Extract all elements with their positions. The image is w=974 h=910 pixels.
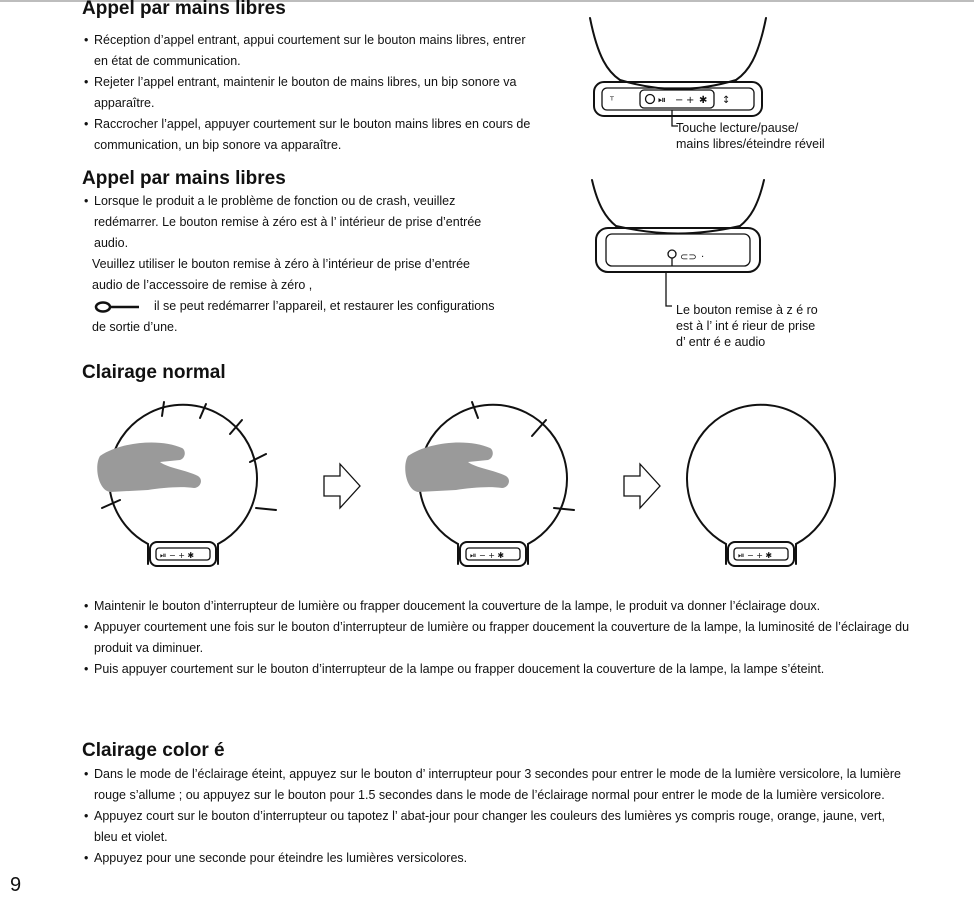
reset-list [84,191,504,254]
list-item: • Appuyez court sur le bouton d’interrupteur ou tapotez l’ abat-jour pour changer les couleurs des lumières ys compris rouge, orange, jaune, vert, bleu et violet. [84,806,904,848]
lamp-illustration [97,402,276,566]
color-lighting-list [84,764,904,869]
svg-text:·: · [701,252,705,263]
list-item: • Puis appuyer courtement sur le bouton d’interrupteur de la lampe ou frapper doucement la couverture de la lampe, la lampe s’éteint. [84,659,924,680]
svg-text:✱: ✱ [699,95,708,106]
section-title-color-lighting: Clairage color é [82,740,225,761]
svg-text:⊂⊃: ⊂⊃ [680,252,697,263]
page-number: 9 [10,874,22,896]
list-item: • Réception d’appel entrant, appui courtement sur le bouton mains libres, entrer en état de communication. [84,30,534,72]
section-title-hands-free-2: Appel par mains libres [82,168,286,189]
svg-text:⏯: ⏯ [658,95,666,106]
list-item: • Raccrocher l’appel, appuyer courtement sur le bouton mains libres en cours de communication, un bip sonore va apparaître. [84,114,534,156]
svg-text:+: + [686,95,695,106]
svg-text:ᵀ: ᵀ [610,96,614,107]
svg-text:−: − [675,95,684,106]
reset-paragraph: Veuillez utiliser le bouton remise à zéro à l’intérieur de prise d’entrée audio de l’accessoire de remise à zéro , [92,257,470,292]
reset-paragraph-continued: il se peut redémarrer l’appareil, et restaurer les configurations de sortie d’une. [92,299,495,334]
svg-text:⏯ − + ✱: ⏯ − + ✱ [470,551,505,560]
hands-free-call-list [84,30,534,156]
arrow-right-icon [624,464,660,508]
list-item: • Lorsque le produit a le problème de fonction ou de crash, veuillez redémarrer. Le bouton remise à zéro est à l’ intérieur de prise d’entrée audio. [84,191,504,254]
play-pause-button-caption: Touche lecture/pause/ mains libres/éteindre réveil [676,121,825,151]
list-item: • Appuyez pour une seconde pour éteindre les lumières versicolores. [84,848,904,869]
svg-text:↕: ↕ [722,95,731,106]
section-title-normal-lighting: Clairage normal [82,362,226,383]
svg-text:⏯ − + ✱: ⏯ − + ✱ [160,551,195,560]
list-item: • Appuyer courtement une fois sur le bouton d’interrupteur de lumière ou frapper doucement la couverture de la lampe, la luminosité de l’éclairage du produit va diminuer. [84,617,924,659]
svg-text:⏯ − + ✱: ⏯ − + ✱ [738,551,773,560]
lamp-illustration [687,405,835,566]
lamp-illustration [405,402,574,566]
normal-lighting-list [84,596,924,680]
list-item: • Dans le mode de l’éclairage éteint, appuyez sur le bouton d’ interrupteur pour 3 secondes pour entrer le mode de la lumière versicolore, la lumière rouge s’allume ; ou appuyez sur le bouton pour 1.5 secondes dans le mode de l’éclairage normal pour entrer le mode de la lumière versicolore. [84,764,904,806]
speaker-buttons-illustration [580,14,780,124]
list-item: • Rejeter l’appel entrant, maintenir le bouton de mains libres, un bip sonore va apparaître. [84,72,534,114]
lamp-sequence-illustration [90,396,870,582]
reset-button-caption: Le bouton remise à z é ro est à l’ int é rieur de prise d’ entr é e audio [676,303,818,349]
section-title-hands-free-1: Appel par mains libres [82,0,286,19]
list-item: • Maintenir le bouton d’interrupteur de lumière ou frapper doucement la couverture de la lampe, le produit va donner l’éclairage doux. [84,596,924,617]
arrow-right-icon [324,464,360,508]
